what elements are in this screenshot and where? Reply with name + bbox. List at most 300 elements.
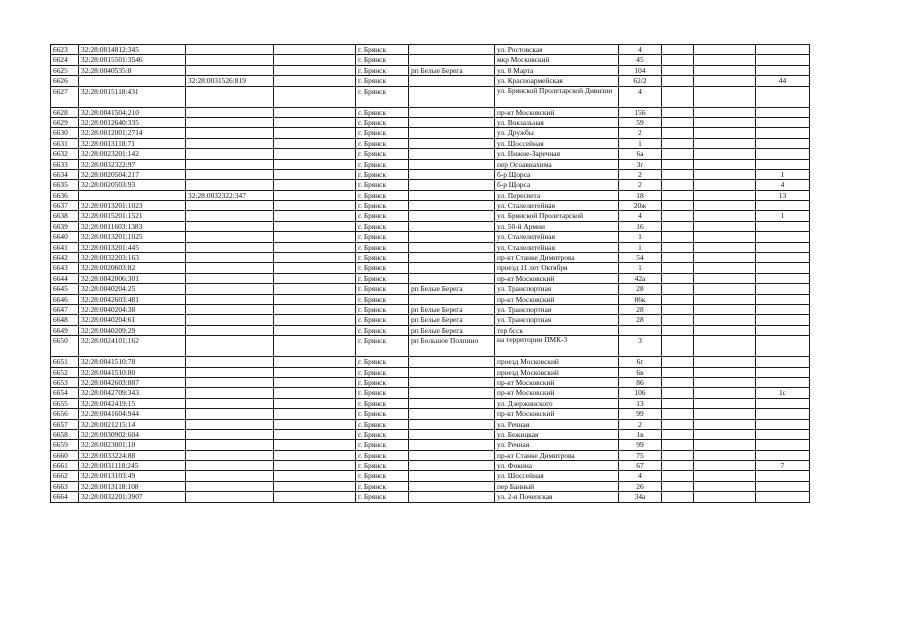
street-cell: ул. Брянской Пролетарской Дивизии xyxy=(495,86,619,107)
apartment-cell xyxy=(756,409,810,419)
apartment-cell xyxy=(756,86,810,107)
house-number-cell: 6г xyxy=(619,357,662,367)
settlement-cell xyxy=(409,201,495,211)
table-row xyxy=(51,45,810,55)
related-cadastral-cell xyxy=(186,398,274,408)
apartment-cell xyxy=(756,450,810,460)
house-number-cell: 28 xyxy=(619,304,662,314)
building-cell xyxy=(662,180,694,190)
settlement-cell xyxy=(409,440,495,450)
street-cell: ул. Сталелитейная xyxy=(495,242,619,252)
apartment-cell xyxy=(756,45,810,55)
street-cell: пер Банный xyxy=(495,481,619,491)
row-number-cell: 6659 xyxy=(51,440,79,450)
structure-cell xyxy=(694,149,756,159)
cadastral-number-cell: 32:28:0015201:1521 xyxy=(79,211,186,221)
structure-cell xyxy=(694,419,756,429)
related-cadastral-cell xyxy=(186,180,274,190)
structure-cell xyxy=(694,242,756,252)
apartment-cell xyxy=(756,273,810,283)
settlement-cell xyxy=(409,357,495,367)
city-cell: г. Брянск xyxy=(356,128,409,138)
apartment-cell xyxy=(756,117,810,127)
cadastral-number-cell: 32:28:0020503:93 xyxy=(79,180,186,190)
cadastral-number-cell: 32:28:0023001:10 xyxy=(79,440,186,450)
row-number-cell: 6636 xyxy=(51,190,79,200)
city-cell: г. Брянск xyxy=(356,55,409,65)
apartment-cell xyxy=(756,367,810,377)
settlement-cell xyxy=(409,232,495,242)
table-row xyxy=(51,201,810,211)
building-cell xyxy=(662,107,694,117)
street-cell: ул. Бежицкая xyxy=(495,429,619,439)
related-cadastral-cell xyxy=(186,471,274,481)
structure-cell xyxy=(694,409,756,419)
cadastral-number-cell: 32:28:0013201:1023 xyxy=(79,201,186,211)
row-number-cell: 6643 xyxy=(51,263,79,273)
related-cadastral-cell xyxy=(186,481,274,491)
empty-cell xyxy=(274,409,356,419)
settlement-cell xyxy=(409,409,495,419)
row-number-cell: 6633 xyxy=(51,159,79,169)
street-cell: мкр Московский xyxy=(495,55,619,65)
related-cadastral-cell xyxy=(186,377,274,387)
row-number-cell: 6653 xyxy=(51,377,79,387)
empty-cell xyxy=(274,294,356,304)
empty-cell xyxy=(274,76,356,86)
city-cell: г. Брянск xyxy=(356,294,409,304)
settlement-cell xyxy=(409,190,495,200)
related-cadastral-cell xyxy=(186,450,274,460)
cadastral-number-cell: 32:28:0031118:245 xyxy=(79,461,186,471)
cadastral-number-cell: 32:28:0041510:80 xyxy=(79,367,186,377)
apartment-cell xyxy=(756,377,810,387)
street-cell: ул. Шоссейная xyxy=(495,471,619,481)
empty-cell xyxy=(274,221,356,231)
empty-cell xyxy=(274,492,356,502)
building-cell xyxy=(662,221,694,231)
street-cell: ул. Пересвета xyxy=(495,190,619,200)
building-cell xyxy=(662,304,694,314)
row-number-cell: 6664 xyxy=(51,492,79,502)
street-cell: ул. Речная xyxy=(495,419,619,429)
house-number-cell: 2 xyxy=(619,128,662,138)
house-number-cell: 13 xyxy=(619,398,662,408)
apartment-cell xyxy=(756,398,810,408)
table-row xyxy=(51,419,810,429)
apartment-cell xyxy=(756,440,810,450)
house-number-cell: 62/2 xyxy=(619,76,662,86)
table-row xyxy=(51,180,810,190)
settlement-cell xyxy=(409,377,495,387)
apartment-cell xyxy=(756,304,810,314)
street-cell: ул. 2-я Почепская xyxy=(495,492,619,502)
related-cadastral-cell xyxy=(186,409,274,419)
related-cadastral-cell xyxy=(186,201,274,211)
city-cell: г. Брянск xyxy=(356,336,409,357)
table-row xyxy=(51,315,810,325)
empty-cell xyxy=(274,149,356,159)
empty-cell xyxy=(274,86,356,107)
row-number-cell: 6634 xyxy=(51,169,79,179)
street-cell: ул. Фокина xyxy=(495,461,619,471)
structure-cell xyxy=(694,76,756,86)
street-cell: ул. Транспортная xyxy=(495,284,619,294)
building-cell xyxy=(662,481,694,491)
building-cell xyxy=(662,117,694,127)
empty-cell xyxy=(274,242,356,252)
building-cell xyxy=(662,284,694,294)
apartment-cell: 44 xyxy=(756,76,810,86)
apartment-cell xyxy=(756,325,810,335)
table-row xyxy=(51,325,810,335)
city-cell: г. Брянск xyxy=(356,149,409,159)
cadastral-number-cell: 32:28:0041510:78 xyxy=(79,357,186,367)
empty-cell xyxy=(274,107,356,117)
city-cell: г. Брянск xyxy=(356,398,409,408)
cadastral-number-cell: 32:28:0013103:49 xyxy=(79,471,186,481)
city-cell: г. Брянск xyxy=(356,284,409,294)
city-cell: г. Брянск xyxy=(356,325,409,335)
cadastral-number-cell: 32:28:0014812:345 xyxy=(79,45,186,55)
city-cell: г. Брянск xyxy=(356,315,409,325)
row-number-cell: 6637 xyxy=(51,201,79,211)
structure-cell xyxy=(694,169,756,179)
settlement-cell xyxy=(409,128,495,138)
cadastral-number-cell: 32:28:0012001:2714 xyxy=(79,128,186,138)
table-row xyxy=(51,149,810,159)
row-number-cell: 6651 xyxy=(51,357,79,367)
street-cell: пер Осоавиахима xyxy=(495,159,619,169)
structure-cell xyxy=(694,294,756,304)
table-row xyxy=(51,253,810,263)
house-number-cell: 99 xyxy=(619,409,662,419)
street-cell: ул. Транспортная xyxy=(495,304,619,314)
structure-cell xyxy=(694,429,756,439)
table-row xyxy=(51,232,810,242)
empty-cell xyxy=(274,180,356,190)
empty-cell xyxy=(274,211,356,221)
table-row xyxy=(51,471,810,481)
street-cell: ул. Красноармейская xyxy=(495,76,619,86)
related-cadastral-cell xyxy=(186,294,274,304)
apartment-cell xyxy=(756,294,810,304)
street-cell: пр-кт Московский xyxy=(495,273,619,283)
cadastral-number-cell: 32:28:0011603:1383 xyxy=(79,221,186,231)
apartment-cell xyxy=(756,284,810,294)
settlement-cell xyxy=(409,450,495,460)
row-number-cell: 6650 xyxy=(51,336,79,357)
empty-cell xyxy=(274,169,356,179)
structure-cell xyxy=(694,232,756,242)
empty-cell xyxy=(274,138,356,148)
structure-cell xyxy=(694,440,756,450)
city-cell: г. Брянск xyxy=(356,117,409,127)
structure-cell xyxy=(694,263,756,273)
cadastral-number-cell: 32:28:0021215:14 xyxy=(79,419,186,429)
settlement-cell xyxy=(409,481,495,491)
apartment-cell xyxy=(756,65,810,75)
street-cell: ул. Нижне-Заречная xyxy=(495,149,619,159)
house-number-cell: 156 xyxy=(619,107,662,117)
building-cell xyxy=(662,409,694,419)
building-cell xyxy=(662,242,694,252)
table-row xyxy=(51,429,810,439)
empty-cell xyxy=(274,273,356,283)
structure-cell xyxy=(694,253,756,263)
street-cell: ул. Дружбы xyxy=(495,128,619,138)
row-number-cell: 6639 xyxy=(51,221,79,231)
city-cell: г. Брянск xyxy=(356,86,409,107)
table-row xyxy=(51,357,810,367)
structure-cell xyxy=(694,211,756,221)
cadastral-number-cell: 32:28:0042603:887 xyxy=(79,377,186,387)
street-cell: пр-кт Московский xyxy=(495,294,619,304)
building-cell xyxy=(662,211,694,221)
structure-cell xyxy=(694,367,756,377)
empty-cell xyxy=(274,159,356,169)
city-cell: г. Брянск xyxy=(356,211,409,221)
street-cell: проезд 11 лет Октября xyxy=(495,263,619,273)
apartment-cell xyxy=(756,481,810,491)
city-cell: г. Брянск xyxy=(356,201,409,211)
table-row xyxy=(51,65,810,75)
table-row xyxy=(51,211,810,221)
apartment-cell xyxy=(756,471,810,481)
city-cell: г. Брянск xyxy=(356,190,409,200)
empty-cell xyxy=(274,325,356,335)
structure-cell xyxy=(694,180,756,190)
row-number-cell: 6629 xyxy=(51,117,79,127)
house-number-cell: 86к xyxy=(619,294,662,304)
table-row xyxy=(51,398,810,408)
table-row xyxy=(51,450,810,460)
building-cell xyxy=(662,325,694,335)
settlement-cell xyxy=(409,76,495,86)
building-cell xyxy=(662,128,694,138)
city-cell: г. Брянск xyxy=(356,107,409,117)
street-cell: пр-кт Московский xyxy=(495,409,619,419)
empty-cell xyxy=(274,471,356,481)
street-cell: ул. Вокзальная xyxy=(495,117,619,127)
building-cell xyxy=(662,388,694,398)
settlement-cell: рп Белые Берега xyxy=(409,65,495,75)
empty-cell xyxy=(274,304,356,314)
building-cell xyxy=(662,367,694,377)
street-cell: на территории ПМК-3 xyxy=(495,336,619,357)
apartment-cell xyxy=(756,128,810,138)
cadastral-number-cell: 32:28:0020504:217 xyxy=(79,169,186,179)
cadastral-number-cell: 32:28:0013201:445 xyxy=(79,242,186,252)
related-cadastral-cell xyxy=(186,419,274,429)
structure-cell xyxy=(694,45,756,55)
cadastral-number-cell: 32:28:0033224:88 xyxy=(79,450,186,460)
empty-cell xyxy=(274,263,356,273)
city-cell: г. Брянск xyxy=(356,221,409,231)
table-row xyxy=(51,492,810,502)
apartment-cell: 1с xyxy=(756,388,810,398)
related-cadastral-cell xyxy=(186,357,274,367)
related-cadastral-cell xyxy=(186,315,274,325)
house-number-cell: 1 xyxy=(619,232,662,242)
city-cell: г. Брянск xyxy=(356,180,409,190)
settlement-cell xyxy=(409,211,495,221)
house-number-cell: 16 xyxy=(619,221,662,231)
row-number-cell: 6638 xyxy=(51,211,79,221)
apartment-cell: 4 xyxy=(756,180,810,190)
related-cadastral-cell: 32:28:0031526:819 xyxy=(186,76,274,86)
settlement-cell: рп Белые Берега xyxy=(409,325,495,335)
apartment-cell xyxy=(756,232,810,242)
building-cell xyxy=(662,419,694,429)
empty-cell xyxy=(274,65,356,75)
table-row xyxy=(51,294,810,304)
house-number-cell: 1 xyxy=(619,263,662,273)
apartment-cell: 7 xyxy=(756,461,810,471)
row-number-cell: 6640 xyxy=(51,232,79,242)
building-cell xyxy=(662,55,694,65)
cadastral-number-cell: 32:28:0015501:3546 xyxy=(79,55,186,65)
apartment-cell xyxy=(756,253,810,263)
street-cell: пр-кт Станке Димитрова xyxy=(495,450,619,460)
row-number-cell: 6623 xyxy=(51,45,79,55)
house-number-cell: 4 xyxy=(619,211,662,221)
house-number-cell: 2 xyxy=(619,419,662,429)
settlement-cell xyxy=(409,388,495,398)
city-cell: г. Брянск xyxy=(356,471,409,481)
table-row xyxy=(51,242,810,252)
empty-cell xyxy=(274,388,356,398)
related-cadastral-cell xyxy=(186,263,274,273)
settlement-cell xyxy=(409,253,495,263)
table-row xyxy=(51,86,810,107)
related-cadastral-cell xyxy=(186,304,274,314)
table-row xyxy=(51,159,810,169)
building-cell xyxy=(662,450,694,460)
structure-cell xyxy=(694,388,756,398)
street-cell: пр-кт Московский xyxy=(495,107,619,117)
cadastral-number-cell: 32:28:0020603:82 xyxy=(79,263,186,273)
house-number-cell: 106 xyxy=(619,388,662,398)
house-number-cell: 1в xyxy=(619,429,662,439)
empty-cell xyxy=(274,315,356,325)
related-cadastral-cell xyxy=(186,221,274,231)
cadastral-number-cell xyxy=(79,190,186,200)
settlement-cell: рп Белые Берега xyxy=(409,304,495,314)
row-number-cell: 6657 xyxy=(51,419,79,429)
house-number-cell: 28 xyxy=(619,315,662,325)
settlement-cell xyxy=(409,492,495,502)
city-cell: г. Брянск xyxy=(356,242,409,252)
structure-cell xyxy=(694,398,756,408)
cadastral-number-cell: 32:28:0032203:163 xyxy=(79,253,186,263)
cadastral-number-cell: 32:28:0015118:431 xyxy=(79,86,186,107)
street-cell: ул. Брянской Пролетарской xyxy=(495,211,619,221)
structure-cell xyxy=(694,190,756,200)
apartment-cell: 1 xyxy=(756,211,810,221)
city-cell: г. Брянск xyxy=(356,419,409,429)
city-cell: г. Брянск xyxy=(356,367,409,377)
building-cell xyxy=(662,149,694,159)
structure-cell xyxy=(694,138,756,148)
house-number-cell: 26 xyxy=(619,481,662,491)
house-number-cell: 4 xyxy=(619,471,662,481)
house-number-cell: 59 xyxy=(619,117,662,127)
table-row xyxy=(51,169,810,179)
empty-cell xyxy=(274,481,356,491)
row-number-cell: 6630 xyxy=(51,128,79,138)
apartment-cell xyxy=(756,492,810,502)
table-row xyxy=(51,117,810,127)
building-cell xyxy=(662,461,694,471)
building-cell xyxy=(662,273,694,283)
street-cell: ул. Шоссейная xyxy=(495,138,619,148)
house-number-cell: 2 xyxy=(619,169,662,179)
table-row xyxy=(51,336,810,357)
building-cell xyxy=(662,169,694,179)
settlement-cell xyxy=(409,55,495,65)
table-row xyxy=(51,409,810,419)
apartment-cell xyxy=(756,138,810,148)
street-cell: ул. Сталелитейная xyxy=(495,232,619,242)
settlement-cell xyxy=(409,180,495,190)
cadastral-number-cell: 32:28:0040535:8 xyxy=(79,65,186,75)
building-cell xyxy=(662,294,694,304)
cadastral-number-cell: 32:28:0024101:162 xyxy=(79,336,186,357)
building-cell xyxy=(662,398,694,408)
settlement-cell xyxy=(409,159,495,169)
row-number-cell: 6646 xyxy=(51,294,79,304)
settlement-cell xyxy=(409,242,495,252)
empty-cell xyxy=(274,55,356,65)
row-number-cell: 6626 xyxy=(51,76,79,86)
house-number-cell: 75 xyxy=(619,450,662,460)
row-number-cell: 6628 xyxy=(51,107,79,117)
table-row xyxy=(51,481,810,491)
row-number-cell: 6658 xyxy=(51,429,79,439)
city-cell: г. Брянск xyxy=(356,377,409,387)
house-number-cell: 42а xyxy=(619,273,662,283)
table-row xyxy=(51,138,810,148)
empty-cell xyxy=(274,367,356,377)
building-cell xyxy=(662,492,694,502)
settlement-cell xyxy=(409,149,495,159)
city-cell: г. Брянск xyxy=(356,440,409,450)
table-row xyxy=(51,107,810,117)
structure-cell xyxy=(694,201,756,211)
empty-cell xyxy=(274,336,356,357)
cadastral-number-cell: 32:28:0013118:71 xyxy=(79,138,186,148)
related-cadastral-cell xyxy=(186,232,274,242)
house-number-cell xyxy=(619,325,662,335)
empty-cell xyxy=(274,190,356,200)
building-cell xyxy=(662,471,694,481)
related-cadastral-cell xyxy=(186,138,274,148)
building-cell xyxy=(662,315,694,325)
city-cell: г. Брянск xyxy=(356,169,409,179)
table-row xyxy=(51,190,810,200)
house-number-cell: 67 xyxy=(619,461,662,471)
related-cadastral-cell xyxy=(186,86,274,107)
cadastral-number-cell: 32:28:0042603:481 xyxy=(79,294,186,304)
street-cell: ул. Дзержинского xyxy=(495,398,619,408)
row-number-cell: 6631 xyxy=(51,138,79,148)
cadastral-number-cell: 32:28:0040209:29 xyxy=(79,325,186,335)
building-cell xyxy=(662,253,694,263)
related-cadastral-cell xyxy=(186,367,274,377)
row-number-cell: 6661 xyxy=(51,461,79,471)
empty-cell xyxy=(274,232,356,242)
